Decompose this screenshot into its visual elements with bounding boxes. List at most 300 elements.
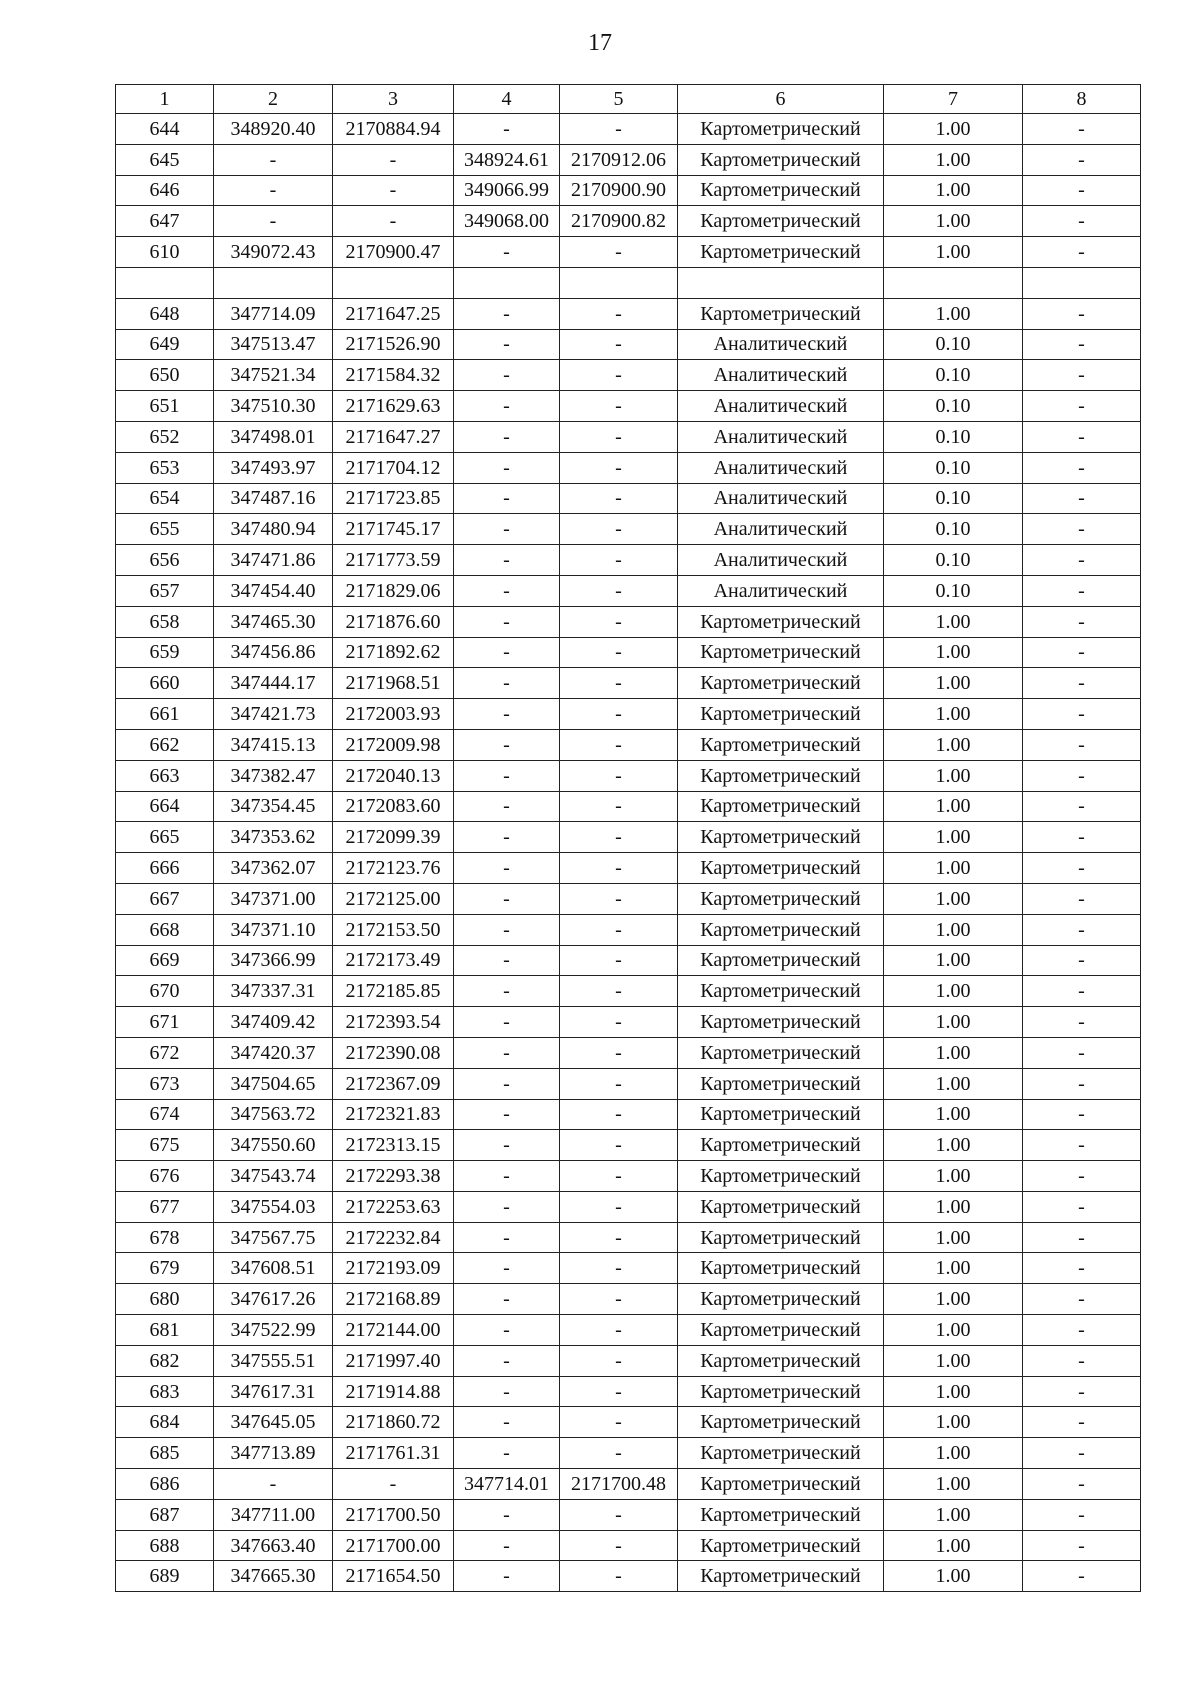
table-cell: 650 [116,360,214,391]
table-cell: - [560,1438,678,1469]
table-cell: - [454,575,560,606]
table-cell: 681 [116,1315,214,1346]
table-row [116,1469,1141,1500]
table-cell: - [560,1222,678,1253]
table-cell: 1.00 [884,1099,1023,1130]
table-cell: 0.10 [884,329,1023,360]
table-cell: 2171892.62 [333,637,454,668]
table-cell: - [1023,237,1141,268]
table-row [116,1376,1141,1407]
table-cell: - [454,1376,560,1407]
table-cell: - [454,1037,560,1068]
table-cell: 347382.47 [214,760,333,791]
table-cell: - [454,1191,560,1222]
table-cell: - [1023,329,1141,360]
table-cell: 671 [116,1007,214,1038]
table-cell: - [1023,1345,1141,1376]
table-cell: - [454,1068,560,1099]
table-cell: Картометрический [678,883,884,914]
table-row [116,976,1141,1007]
table-cell [678,267,884,298]
table-cell: 2170912.06 [560,144,678,175]
table-cell: 1.00 [884,606,1023,637]
table-cell: 0.10 [884,421,1023,452]
table-cell: 1.00 [884,945,1023,976]
table-cell: 1.00 [884,1068,1023,1099]
table-cell: Картометрический [678,1222,884,1253]
table-cell: 0.10 [884,514,1023,545]
table-row [116,391,1141,422]
table-row [116,791,1141,822]
table-cell: 655 [116,514,214,545]
table-cell: Картометрический [678,1253,884,1284]
table-cell: - [454,1345,560,1376]
table-cell: 347665.30 [214,1561,333,1592]
table-cell: 2172168.89 [333,1284,454,1315]
table-cell: 347480.94 [214,514,333,545]
table-cell: 349068.00 [454,206,560,237]
table-cell: Картометрический [678,945,884,976]
table-cell: 1.00 [884,1407,1023,1438]
table-cell: 2171629.63 [333,391,454,422]
table-cell: - [454,760,560,791]
table-cell: Картометрический [678,1007,884,1038]
table-cell: 1.00 [884,822,1023,853]
table-cell: 347617.26 [214,1284,333,1315]
table-cell: - [1023,637,1141,668]
table-cell: 1.00 [884,1161,1023,1192]
table-cell: 663 [116,760,214,791]
table-cell: Аналитический [678,575,884,606]
table-cell: 667 [116,883,214,914]
table-cell: 347617.31 [214,1376,333,1407]
table-cell: Картометрический [678,1407,884,1438]
table-cell: - [560,606,678,637]
table-cell: 347608.51 [214,1253,333,1284]
table-cell: - [1023,699,1141,730]
table-cell: 347645.05 [214,1407,333,1438]
table-cell: 666 [116,853,214,884]
table-cell: 0.10 [884,391,1023,422]
coordinates-table [115,84,1141,1592]
table-cell: 2171526.90 [333,329,454,360]
table-cell: 2172321.83 [333,1099,454,1130]
table-cell: - [454,1561,560,1592]
table-cell: Картометрический [678,1438,884,1469]
table-cell: 1.00 [884,914,1023,945]
table-cell: 347420.37 [214,1037,333,1068]
table-cell: 2172185.85 [333,976,454,1007]
page-number: 17 [588,30,612,56]
table-row [116,1222,1141,1253]
table-row [116,1345,1141,1376]
table-cell: 680 [116,1284,214,1315]
table-row [116,1530,1141,1561]
table-cell: - [560,545,678,576]
table-cell: - [560,1161,678,1192]
table-cell: 1.00 [884,637,1023,668]
table-row [116,1315,1141,1346]
table-cell: 674 [116,1099,214,1130]
table-cell: 669 [116,945,214,976]
table-cell: 2171654.50 [333,1561,454,1592]
table-cell: - [454,729,560,760]
table-cell: - [560,452,678,483]
table-cell: 347510.30 [214,391,333,422]
table-cell: 1.00 [884,1499,1023,1530]
table-cell: - [1023,1407,1141,1438]
table-row [116,945,1141,976]
table-cell: Картометрический [678,1099,884,1130]
table-cell: 653 [116,452,214,483]
table-cell: - [1023,883,1141,914]
table-cell: 1.00 [884,976,1023,1007]
table-cell: - [560,883,678,914]
table-cell: 347465.30 [214,606,333,637]
table-cell: 347354.45 [214,791,333,822]
table-cell: 347371.00 [214,883,333,914]
table-cell: 1.00 [884,206,1023,237]
table-cell: Картометрический [678,853,884,884]
table-cell: - [454,329,560,360]
table-cell: 347421.73 [214,699,333,730]
table-cell: 2170900.82 [560,206,678,237]
table-row [116,760,1141,791]
table-cell [214,267,333,298]
table-cell: - [1023,1191,1141,1222]
column-header-4: 4 [454,85,560,114]
table-cell: 1.00 [884,760,1023,791]
table-cell: - [214,206,333,237]
table-cell: 1.00 [884,729,1023,760]
table-cell: - [560,822,678,853]
table-cell: - [1023,945,1141,976]
table-cell: - [560,360,678,391]
table-cell: - [1023,298,1141,329]
table-cell: - [560,298,678,329]
table-cell: 646 [116,175,214,206]
table-cell: - [333,175,454,206]
table-cell: Аналитический [678,514,884,545]
table-cell: 2172313.15 [333,1130,454,1161]
table-cell: 1.00 [884,1345,1023,1376]
table-cell: - [1023,1284,1141,1315]
table-cell: - [1023,976,1141,1007]
table-cell: 347567.75 [214,1222,333,1253]
table-cell: 686 [116,1469,214,1500]
table-cell: Картометрический [678,144,884,175]
table-cell: Картометрический [678,114,884,145]
table-cell: 2172153.50 [333,914,454,945]
table-cell: 2171700.00 [333,1530,454,1561]
table-cell: 2171860.72 [333,1407,454,1438]
column-header-7: 7 [884,85,1023,114]
table-cell: Картометрический [678,1068,884,1099]
table-cell: - [560,699,678,730]
table-cell: - [1023,1037,1141,1068]
table-cell: - [560,1315,678,1346]
table-cell: Картометрический [678,1345,884,1376]
table-cell: 2171723.85 [333,483,454,514]
table-cell: - [560,329,678,360]
table-cell: - [560,1530,678,1561]
table-cell: - [454,298,560,329]
table-cell: 670 [116,976,214,1007]
table-cell: 682 [116,1345,214,1376]
table-cell: 2171997.40 [333,1345,454,1376]
table-cell: Картометрический [678,791,884,822]
table-cell: 2170884.94 [333,114,454,145]
table-cell: 347663.40 [214,1530,333,1561]
table-cell: 2172367.09 [333,1068,454,1099]
table-cell: - [454,853,560,884]
table-cell: Картометрический [678,1191,884,1222]
table-cell: Аналитический [678,391,884,422]
table-cell: - [560,976,678,1007]
table-row [116,1499,1141,1530]
table-row [116,452,1141,483]
table-cell: 347513.47 [214,329,333,360]
table-cell: - [454,1407,560,1438]
table-cell: - [1023,175,1141,206]
table-cell: 2171704.12 [333,452,454,483]
table-cell: 2171914.88 [333,1376,454,1407]
column-header-3: 3 [333,85,454,114]
table-row [116,914,1141,945]
table-cell: Картометрический [678,1037,884,1068]
table-body [116,114,1141,1592]
table-cell: 347362.07 [214,853,333,884]
table-row [116,206,1141,237]
table-cell: 2171829.06 [333,575,454,606]
table-cell: - [1023,144,1141,175]
table-cell: - [454,1222,560,1253]
table-row [116,514,1141,545]
table-cell: - [454,391,560,422]
table-row [116,1130,1141,1161]
table-cell: 2172144.00 [333,1315,454,1346]
table-cell: 2171773.59 [333,545,454,576]
table-cell: - [1023,1469,1141,1500]
table-cell: 689 [116,1561,214,1592]
table-cell: Картометрический [678,822,884,853]
table-cell: - [1023,1130,1141,1161]
table-cell: 2171700.48 [560,1469,678,1500]
table-cell: Аналитический [678,360,884,391]
table-cell: - [454,237,560,268]
table-cell: - [560,1253,678,1284]
table-cell [116,267,214,298]
table-cell: - [454,360,560,391]
table-cell: 0.10 [884,452,1023,483]
table-cell: - [1023,114,1141,145]
table-row [116,545,1141,576]
table-cell: - [1023,1161,1141,1192]
table-cell: - [1023,360,1141,391]
table-cell: 688 [116,1530,214,1561]
table-cell: - [1023,791,1141,822]
table-cell: Картометрический [678,1530,884,1561]
table-cell: - [454,668,560,699]
table-cell: - [1023,822,1141,853]
table-cell: - [1023,514,1141,545]
table-row [116,175,1141,206]
table-row [116,668,1141,699]
table-cell: - [454,1130,560,1161]
table-cell: 1.00 [884,1253,1023,1284]
table-cell: Картометрический [678,206,884,237]
table-cell: 677 [116,1191,214,1222]
table-cell: 2171968.51 [333,668,454,699]
table-cell: - [1023,391,1141,422]
table-cell: - [454,914,560,945]
table-cell: 647 [116,206,214,237]
table-cell: 652 [116,421,214,452]
table-cell: - [1023,483,1141,514]
table-cell: - [560,1284,678,1315]
table-cell: - [333,206,454,237]
table-cell: - [454,1438,560,1469]
table-cell: - [1023,421,1141,452]
table-cell: - [560,1499,678,1530]
table-cell: 2171745.17 [333,514,454,545]
table-cell: - [560,914,678,945]
table-cell: - [454,483,560,514]
table-cell: 662 [116,729,214,760]
table-cell: - [1023,545,1141,576]
table-cell: Картометрический [678,1561,884,1592]
table-cell: 675 [116,1130,214,1161]
table-cell: 2172083.60 [333,791,454,822]
table-cell: Аналитический [678,452,884,483]
table-cell: 2172232.84 [333,1222,454,1253]
table-row [116,699,1141,730]
table-cell: Картометрический [678,1499,884,1530]
table-cell: - [454,606,560,637]
table-cell: 1.00 [884,1469,1023,1500]
table-row [116,1284,1141,1315]
table-row [116,1253,1141,1284]
table-cell: 648 [116,298,214,329]
table-cell: 2170900.47 [333,237,454,268]
table-header [116,85,1141,114]
table-cell: 1.00 [884,237,1023,268]
table-cell: - [560,514,678,545]
table-row [116,883,1141,914]
table-cell: 347521.34 [214,360,333,391]
table-cell: 348920.40 [214,114,333,145]
table-cell: - [560,1561,678,1592]
table-cell: 2172193.09 [333,1253,454,1284]
table-cell: 1.00 [884,1530,1023,1561]
table-cell: 347471.86 [214,545,333,576]
table-cell: - [560,1407,678,1438]
table-cell: Картометрический [678,976,884,1007]
table-cell: 2172003.93 [333,699,454,730]
table-cell: - [454,945,560,976]
table-row [116,360,1141,391]
table-row [116,822,1141,853]
table-cell: - [560,637,678,668]
table-cell: - [560,1099,678,1130]
table-cell: 656 [116,545,214,576]
table-cell: 2170900.90 [560,175,678,206]
table-cell: 347550.60 [214,1130,333,1161]
table-cell: 2171761.31 [333,1438,454,1469]
column-header-1: 1 [116,85,214,114]
table-cell: 676 [116,1161,214,1192]
table-cell: 347555.51 [214,1345,333,1376]
table-cell: - [1023,1068,1141,1099]
table-cell: 347493.97 [214,452,333,483]
table-cell: Картометрический [678,699,884,730]
table-cell: 0.10 [884,545,1023,576]
table-cell: - [1023,853,1141,884]
table-cell: - [454,1007,560,1038]
table-cell: - [454,1284,560,1315]
table-cell: - [1023,1561,1141,1592]
table-cell: 672 [116,1037,214,1068]
table-cell: 649 [116,329,214,360]
table-cell: 2172123.76 [333,853,454,884]
table-cell: 347415.13 [214,729,333,760]
table-cell: - [1023,1438,1141,1469]
table-cell: 1.00 [884,1561,1023,1592]
table-cell: 347714.01 [454,1469,560,1500]
table-cell: 1.00 [884,175,1023,206]
table-cell: - [454,1499,560,1530]
table-cell: 347498.01 [214,421,333,452]
table-cell: 1.00 [884,668,1023,699]
table-cell: - [1023,1253,1141,1284]
table-cell: 687 [116,1499,214,1530]
table-cell: 348924.61 [454,144,560,175]
table-row [116,1438,1141,1469]
table-cell: 347353.62 [214,822,333,853]
table-row [116,729,1141,760]
table-cell: 1.00 [884,853,1023,884]
table-cell [1023,267,1141,298]
table-cell: 679 [116,1253,214,1284]
table-cell: - [454,883,560,914]
table-cell: - [560,1068,678,1099]
table-row [116,1161,1141,1192]
table-cell: 2172293.38 [333,1161,454,1192]
table-cell: - [560,391,678,422]
table-cell: 1.00 [884,1438,1023,1469]
table-cell: - [560,1130,678,1161]
table-cell: - [560,760,678,791]
table-cell: - [560,421,678,452]
table-cell: Картометрический [678,1376,884,1407]
table-row [116,421,1141,452]
table-cell: 347522.99 [214,1315,333,1346]
table-cell: 673 [116,1068,214,1099]
table-cell: - [214,1469,333,1500]
table-cell: - [454,1253,560,1284]
table-cell: 2171647.25 [333,298,454,329]
table-cell: 347554.03 [214,1191,333,1222]
table-cell: - [1023,1222,1141,1253]
table-cell: 1.00 [884,1315,1023,1346]
table-cell: - [454,1099,560,1130]
table-cell: 347456.86 [214,637,333,668]
table-cell: 1.00 [884,1037,1023,1068]
table-cell: - [454,114,560,145]
table-cell: 664 [116,791,214,822]
table-cell: - [560,1191,678,1222]
table-cell: 347366.99 [214,945,333,976]
